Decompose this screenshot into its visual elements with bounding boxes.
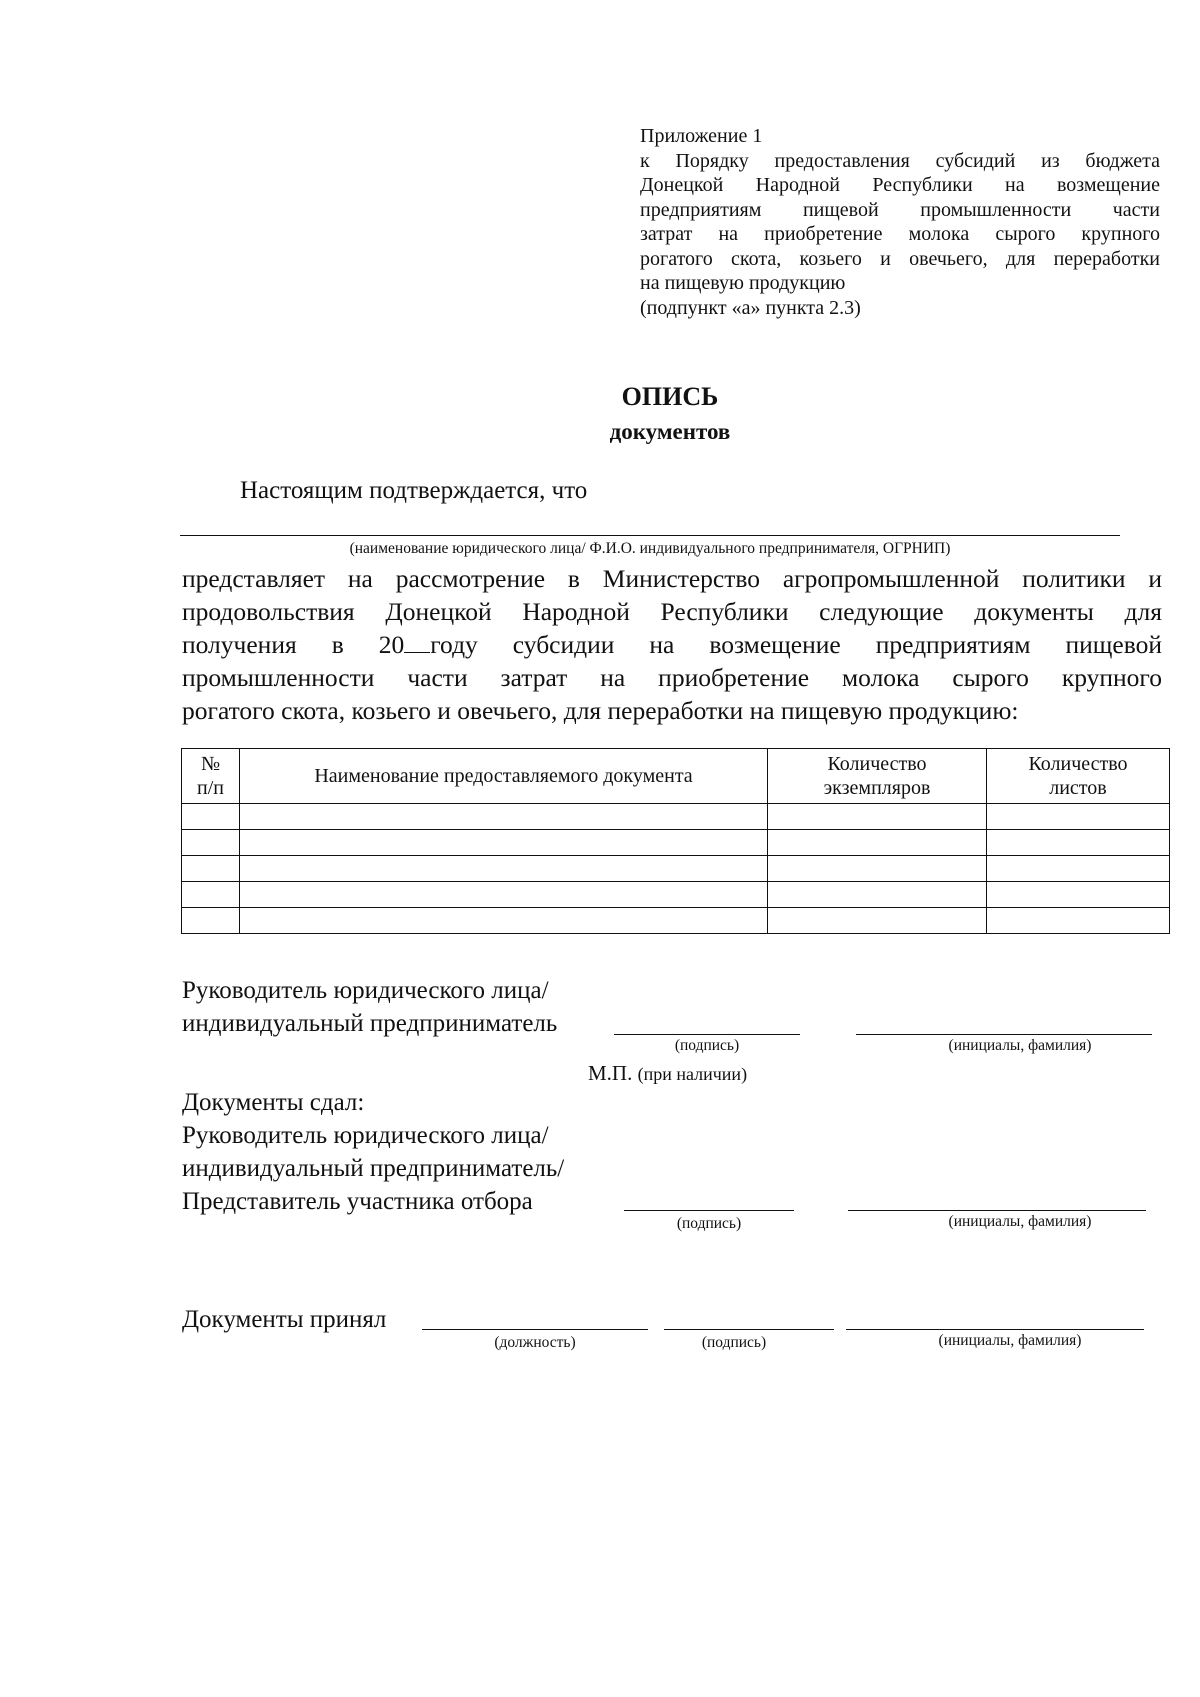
table-cell[interactable] xyxy=(240,804,768,830)
receiver-position-field[interactable] xyxy=(422,1329,648,1330)
table-cell[interactable] xyxy=(987,856,1170,882)
head-signature-block xyxy=(182,974,557,1040)
table-cell[interactable] xyxy=(987,882,1170,908)
appendix-line: рогатого скота, козьего и овечьего, для переработки xyxy=(640,247,1160,270)
table-row xyxy=(182,856,1170,882)
appendix-title: Приложение 1 xyxy=(640,125,763,147)
table-cell[interactable] xyxy=(240,830,768,856)
body-line: представляет на рассмотрение в Министерство агропромышленной политики и xyxy=(182,564,1162,593)
table-cell[interactable] xyxy=(240,908,768,934)
table-row xyxy=(182,908,1170,934)
name-caption: (инициалы, фамилия) xyxy=(938,1332,1082,1349)
body-line: промышленности части затрат на приобретение молока сырого крупного xyxy=(182,663,1162,692)
name-caption: (инициалы, фамилия) xyxy=(948,1037,1092,1054)
signature-caption: (подпись) xyxy=(674,1037,740,1054)
body-year-suffix: году субсидии на возмещение предприятиям пищевой xyxy=(430,630,1162,659)
table-cell[interactable] xyxy=(987,830,1170,856)
table-cell[interactable] xyxy=(987,804,1170,830)
table-row xyxy=(182,830,1170,856)
table-row xyxy=(182,804,1170,830)
entity-name-caption: (наименование юридического лица/ Ф.И.О. индивидуального предпринимателя, ОГРНИП) xyxy=(349,540,951,557)
table-cell[interactable] xyxy=(768,804,987,830)
receiver-signature-field[interactable] xyxy=(664,1329,834,1330)
confirm-text: Настоящим подтверждается, что xyxy=(240,477,588,504)
table-cell[interactable] xyxy=(182,882,240,908)
submitter-title-line: Представитель участника отбора xyxy=(182,1188,533,1215)
body-line: продовольствия Донецкой Народной Республики следующие документы для xyxy=(182,597,1162,626)
appendix-line: на пищевую продукцию xyxy=(640,272,846,294)
appendix-header xyxy=(640,124,1160,320)
body-line xyxy=(182,628,1162,661)
table-cell[interactable] xyxy=(182,908,240,934)
header-copies: Количество экземпляров xyxy=(768,749,987,804)
table-cell[interactable] xyxy=(987,908,1170,934)
table-cell[interactable] xyxy=(768,908,987,934)
appendix-line: предприятиям пищевой промышленности части xyxy=(640,198,1160,221)
header-number: № п/п xyxy=(182,749,240,804)
header-document-name: Наименование предоставляемого документа xyxy=(240,749,768,804)
table-cell[interactable] xyxy=(240,882,768,908)
documents-table xyxy=(181,748,1170,934)
document-title: ОПИСЬ xyxy=(621,382,719,411)
entity-name-field[interactable] xyxy=(180,535,1120,536)
table-cell[interactable] xyxy=(768,882,987,908)
appendix-line: к Порядку предоставления субсидий из бюджета xyxy=(640,149,1160,172)
signature-caption: (подпись) xyxy=(676,1215,742,1232)
appendix-reference: (подпункт «а» пункта 2.3) xyxy=(640,296,861,319)
head-name-field[interactable] xyxy=(856,1034,1152,1035)
submitter-title-line: Руководитель юридического лица/ xyxy=(182,1122,549,1149)
submitter-name-field[interactable] xyxy=(848,1210,1146,1211)
table-row xyxy=(182,882,1170,908)
year-blank-field[interactable] xyxy=(404,634,430,653)
body-paragraph xyxy=(182,562,1162,727)
appendix-line: затрат на приобретение молока сырого крупного xyxy=(640,223,1160,245)
head-signature-field[interactable] xyxy=(614,1034,800,1035)
signature-caption: (подпись) xyxy=(701,1334,767,1351)
submitted-label: Документы сдал: xyxy=(182,1089,365,1116)
body-line: рогатого скота, козьего и овечьего, для переработки на пищевую продукцию: xyxy=(182,696,1019,725)
head-title-line: Руководитель юридического лица/ xyxy=(182,977,549,1004)
receiver-name-field[interactable] xyxy=(846,1329,1144,1330)
table-cell[interactable] xyxy=(182,830,240,856)
stamp-placeholder: М.П. (при наличии) xyxy=(588,1061,748,1085)
table-cell[interactable] xyxy=(182,856,240,882)
body-year-prefix: получения в 20 xyxy=(182,630,405,659)
submitter-signature-block xyxy=(182,1086,564,1218)
head-title-line: индивидуальный предприниматель xyxy=(182,1010,558,1037)
table-cell[interactable] xyxy=(768,856,987,882)
position-caption: (должность) xyxy=(494,1334,576,1351)
table-cell[interactable] xyxy=(240,856,768,882)
name-caption: (инициалы, фамилия) xyxy=(948,1213,1092,1230)
submitter-signature-field[interactable] xyxy=(624,1210,794,1211)
header-sheets: Количество листов xyxy=(987,749,1170,804)
table-cell[interactable] xyxy=(768,830,987,856)
submitter-title-line: индивидуальный предприниматель/ xyxy=(182,1155,565,1182)
table-cell[interactable] xyxy=(182,804,240,830)
document-subtitle: документов xyxy=(609,419,731,444)
table-header-row xyxy=(182,749,1170,804)
appendix-line: Донецкой Народной Республики на возмещение xyxy=(640,174,1160,196)
receiver-label: Документы принял xyxy=(182,1306,387,1333)
